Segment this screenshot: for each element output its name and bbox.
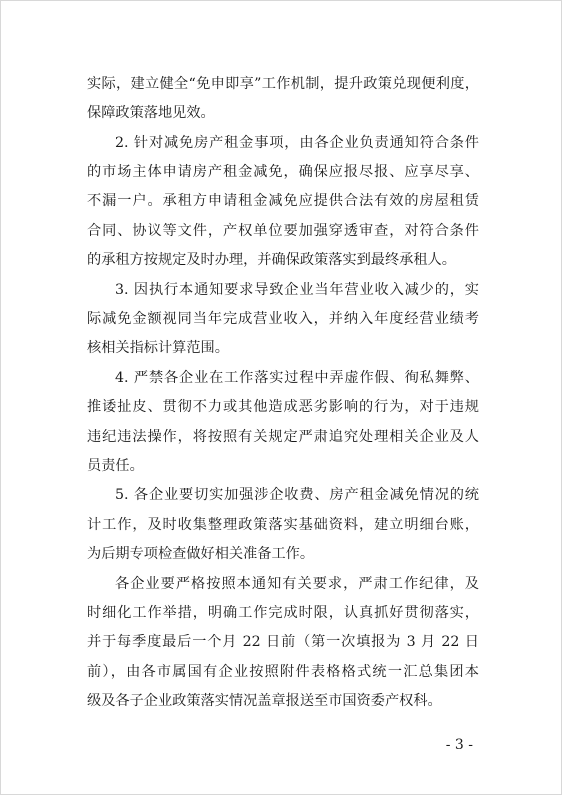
text-line: 计工作，及时收集整理政策落实基础资料，建立明细台账， [87,517,479,533]
text-line: 的市场主体申请房产租金减免，确保应报尽报、应享尽享、 [87,164,479,180]
paragraph-2-start: 2. 针对减免房产租金事项，由各企业负责通知符合条件 [115,135,479,151]
text-line: 违纪违法操作，将按照有关规定严肃追究处理相关企业及人 [87,429,479,445]
paragraph-4-start: 4. 严禁各企业在工作落实过程中弄虚作假、徇私舞弊、 [115,370,479,386]
text-line: 员责任。 [87,458,144,474]
text-line: 核相关指标计算范围。 [87,340,229,356]
text-line: 前），由各市属国有企业按照附件表格格式统一汇总集团本 [87,664,479,680]
text-line: 并于每季度最后一个月 22 日前（第一次填报为 3 月 22 日 [87,634,479,650]
text-line: 际减免金额视同当年完成营业收入，并纳入年度经营业绩考 [87,311,479,327]
paragraph-5-start: 5. 各企业要切实加强涉企收费、房产租金减免情况的统 [115,487,479,503]
text-line: 推诿扯皮、贯彻不力或其他造成恶劣影响的行为，对于违规 [87,399,479,415]
text-line: 时细化工作举措，明确工作完成时限，认真抓好贯彻落实， [87,605,479,621]
text-line: 级及各子企业政策落实情况盖章报送至市国资委产权科。 [87,693,442,709]
text-line: 不漏一户。承租方申请租金减免应提供合法有效的房屋租赁 [87,193,479,209]
text-line: 为后期专项检查做好相关准备工作。 [87,546,315,562]
text-line: 实际，建立健全“免申即享”工作机制，提升政策兑现便利度， [87,76,479,92]
paragraph-3-start: 3. 因执行本通知要求导致企业当年营业收入减少的，实 [115,282,479,298]
text-line: 合同、协议等文件，产权单位要加强穿透审查，对符合条件 [87,223,479,239]
text-line: 保障政策落地见效。 [87,105,215,121]
text-line: 的承租方按规定及时办理，并确保政策落实到最终承租人。 [87,252,456,268]
closing-paragraph-start: 各企业要严格按照本通知有关要求，严肃工作纪律，及 [115,576,479,592]
page-number: - 3 - [445,737,473,753]
